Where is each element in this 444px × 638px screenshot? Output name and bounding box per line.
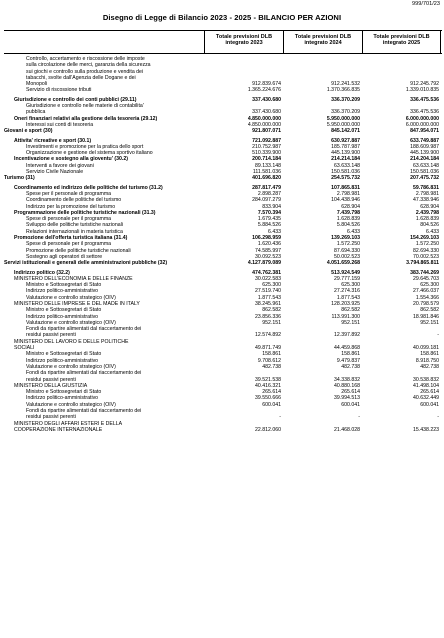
value-2025: 20.798.579	[413, 300, 439, 307]
row-label: Fondi da ripartire alimentati dal riaccertamento dei residui passivi perenti	[26, 370, 142, 383]
table-row	[4, 175, 442, 181]
value-2025: 82.694.330	[413, 247, 439, 254]
value-2024: 29.777.159	[334, 275, 360, 282]
value-2023: 600.041	[262, 401, 281, 408]
value-2024: -	[358, 414, 360, 421]
value-2025: 625.300	[420, 282, 439, 289]
value-2023: 284.097.279	[252, 197, 281, 204]
value-2024: 21.468.028	[334, 426, 360, 433]
value-2024: 40.880.168	[334, 382, 360, 389]
row-label: Investimenti e promozione per la pratica dello sport	[26, 143, 144, 150]
value-2024: 845.142.071	[331, 128, 360, 135]
value-2024: 158.861	[341, 351, 360, 358]
value-2023: 862.582	[262, 307, 281, 314]
value-2023: -	[279, 414, 281, 421]
value-2025: 40.632.449	[413, 395, 439, 402]
row-label: Indirizzo politico-amministrativo	[26, 313, 99, 320]
column-header-2025: Totale previsioni DLB integrato 2025	[362, 31, 441, 53]
row-label: Giovani e sport (30)	[4, 128, 53, 135]
row-label: MINISTERO DELLE IMPRESE E DEL MADE IN ITALY	[14, 300, 140, 307]
header-blank	[4, 31, 204, 53]
value-2023: 89.133.148	[255, 162, 281, 169]
value-2025: 6.433	[426, 228, 439, 235]
value-2023: 625.300	[262, 282, 281, 289]
value-2025: 1.628.839	[415, 216, 439, 223]
value-2024: 254.575.732	[331, 175, 360, 182]
value-2023: 200.714.184	[252, 156, 281, 163]
row-label: Giurisdizione e controllo dei conti pubblici (29.11)	[14, 96, 137, 103]
value-2025: -	[437, 332, 439, 339]
row-label: Valutazione e controllo strategico (OIV)	[26, 401, 116, 408]
value-2025: 158.861	[420, 351, 439, 358]
value-2023: 111.581.036	[252, 169, 281, 176]
value-2024: 27.274.316	[334, 288, 360, 295]
table-row	[4, 370, 442, 383]
table-row	[4, 128, 442, 134]
value-2023: 952.151	[262, 319, 281, 326]
value-2023: 106.298.959	[252, 235, 281, 242]
value-2024: 5.950.000.000	[326, 115, 360, 122]
value-2023: 4.850.000.000	[247, 121, 281, 128]
row-label: Coordinamento delle politiche del turismo	[26, 197, 122, 204]
value-2024: 39.994.513	[334, 395, 360, 402]
table-row	[4, 103, 442, 116]
value-2024: 87.694.330	[334, 247, 360, 254]
row-label: Ministro e Sottosegretari di Stato	[26, 307, 102, 314]
value-2023: 2.898.287	[257, 190, 281, 197]
row-label: Promozione dell'offerta turistica italiana (31.4)	[14, 235, 128, 242]
row-label: Servizi istituzionali e generali delle amministrazioni pubbliche (32)	[4, 260, 168, 267]
row-label: Servizio Civile Nazionale	[26, 169, 84, 176]
value-2024: 113.991.300	[331, 313, 360, 320]
value-2023: 1.679.435	[257, 216, 281, 223]
value-2025: 6.000.000.000	[405, 115, 439, 122]
row-label: MINISTERO DELLA GIUSTIZIA	[14, 382, 88, 389]
value-2025: 15.438.223	[413, 426, 439, 433]
row-label: Servizio di riscossione tributi	[26, 87, 92, 94]
row-label: Sviluppo delle politiche turistiche nazionali	[26, 222, 123, 229]
value-2024: 63.633.148	[334, 162, 360, 169]
value-2024: 265.614	[341, 389, 360, 396]
value-2025: 600.041	[420, 401, 439, 408]
row-label: Indirizzo politico-amministrativo	[26, 288, 99, 295]
row-label: Sostegno agli operatori di settore	[26, 253, 103, 260]
value-2025: 1.339.010.835	[405, 87, 439, 94]
row-label: MINISTERO DELL'ECONOMIA E DELLE FINANZE	[14, 275, 133, 282]
row-label: Indirizzo per la promozione del turismo	[26, 203, 116, 210]
table-body	[4, 56, 442, 433]
row-label: Spese di personale per il programma	[26, 241, 112, 248]
row-label: Programmazione delle politiche turistiche nazionali (31.3)	[14, 209, 156, 216]
value-2023: 721.092.887	[252, 137, 281, 144]
value-2023: 921.807.071	[252, 128, 281, 135]
value-2023: 23.856.336	[255, 313, 281, 320]
value-2023: 1.620.436	[257, 241, 281, 248]
row-label: Organizzazione e gestione del sistema sportivo italiano	[26, 150, 153, 157]
value-2023: 833.904	[262, 203, 281, 210]
value-2024: 628.904	[341, 203, 360, 210]
value-2025: 847.954.071	[410, 128, 439, 135]
value-2023: 912.839.674	[252, 81, 281, 88]
value-2023: 38.245.961	[255, 300, 281, 307]
value-2023: 22.812.060	[255, 426, 281, 433]
value-2025: 3.794.865.811	[406, 260, 439, 267]
column-header-2023: Totale previsioni DLB integrato 2023	[204, 31, 283, 53]
value-2023: 337.430.680	[252, 96, 281, 103]
value-2024: 6.433	[347, 228, 360, 235]
budget-table	[4, 30, 442, 433]
value-2024: 600.041	[341, 401, 360, 408]
value-2025: 804.526	[420, 222, 439, 229]
value-2024: 445.139.900	[331, 150, 360, 157]
table-row	[4, 339, 442, 352]
value-2024: 4.051.659.268	[326, 260, 360, 267]
value-2024: 44.459.868	[334, 345, 360, 352]
value-2024: 104.438.946	[331, 197, 360, 204]
value-2025: 265.614	[420, 389, 439, 396]
row-label: Oneri finanziari relativi alla gestione della tesoreria (29.12)	[14, 115, 158, 122]
value-2024: 1.877.543	[336, 294, 360, 301]
row-label: Relazioni internazionali in materia turistica	[26, 228, 123, 235]
row-label: Indirizzo politico-amministrativo	[26, 395, 99, 402]
page-title: Disegno di Legge di Bilancio 2023 - 2025 - BILANCIO PER AZIONI	[102, 13, 342, 22]
row-label: Ministro e Sottosegretari di Stato	[26, 351, 102, 358]
value-2024: 9.479.837	[336, 357, 360, 364]
value-2025: 1.554.366	[415, 294, 439, 301]
value-2025: 633.749.887	[410, 137, 439, 144]
table-row	[4, 87, 442, 93]
value-2024: 34.338.832	[334, 376, 360, 383]
value-2023: 39.550.666	[255, 395, 281, 402]
value-2023: 287.817.479	[252, 184, 281, 191]
value-2025: 2.798.981	[415, 190, 439, 197]
value-2023: 510.339.900	[252, 150, 281, 157]
row-label: Indirizzo politico (32.2)	[14, 269, 70, 276]
table-row	[4, 56, 442, 87]
value-2024: 862.582	[341, 307, 360, 314]
row-label: Incentivazione e sostegno alla gioventu' (30.2)	[14, 156, 128, 163]
value-2024: 7.439.798	[336, 209, 360, 216]
value-2024: 107.865.831	[331, 184, 360, 191]
value-2024: 1.370.366.835	[326, 87, 360, 94]
value-2025: 47.338.946	[413, 197, 439, 204]
value-2025: 862.582	[420, 307, 439, 314]
row-label: Turismo (31)	[4, 175, 35, 182]
row-label: MINISTERO DEGLI AFFARI ESTERI E DELLA COOPERAZIONE INTERNAZIONALE	[14, 420, 123, 433]
value-2024: 139.269.103	[331, 235, 360, 242]
value-2023: 1.877.543	[257, 294, 281, 301]
value-2023: 27.519.740	[255, 288, 281, 295]
value-2024: 5.804.526	[336, 222, 360, 229]
value-2023: 6.433	[268, 228, 281, 235]
row-label: Interessi sui conti di tesoreria	[26, 121, 94, 128]
row-label: Fondi da ripartire alimentati dal riaccertamento dei residui passivi perenti	[26, 326, 142, 339]
table-row	[4, 260, 442, 266]
value-2024: 1.628.839	[336, 216, 360, 223]
row-label: Giurisdizione e controllo nelle materie di contabilita' pubblica	[26, 103, 144, 116]
value-2025: 383.744.269	[410, 269, 439, 276]
value-2024: 952.151	[341, 319, 360, 326]
value-2024: 630.927.887	[331, 137, 360, 144]
value-2025: 150.581.036	[410, 169, 439, 176]
value-2024: 214.214.184	[331, 156, 360, 163]
row-label: Interventi a favore dei giovani	[26, 162, 94, 169]
table-row	[4, 408, 442, 421]
value-2025: 8.918.750	[415, 357, 439, 364]
value-2025: 628.904	[420, 203, 439, 210]
row-label: Indirizzo politico-amministrativo	[26, 357, 99, 364]
value-2024: 150.581.036	[331, 169, 360, 176]
value-2024: 50.002.523	[334, 253, 360, 260]
value-2025: 207.475.732	[410, 175, 439, 182]
value-2024: 912.241.532	[331, 81, 360, 88]
value-2023: 9.708.612	[257, 357, 281, 364]
value-2024: 185.787.987	[331, 143, 360, 150]
value-2025: 6.000.000.000	[405, 121, 439, 128]
value-2025: 214.204.184	[410, 156, 439, 163]
value-2023: 12.574.892	[255, 332, 281, 339]
row-label: Attivita' ricreative e sport (30.1)	[14, 137, 92, 144]
row-label: Spese di personale per il programma	[26, 216, 112, 223]
value-2023: 4.127.879.089	[247, 260, 281, 267]
value-2023: 482.738	[262, 363, 281, 370]
value-2024: 12.397.892	[334, 332, 360, 339]
value-2023: 210.752.987	[252, 143, 281, 150]
value-2025: 63.633.148	[413, 162, 439, 169]
row-label: Valutazione e controllo strategico (OIV)	[26, 319, 116, 326]
table-header	[4, 30, 442, 54]
value-2025: 445.139.900	[410, 150, 439, 157]
value-2024: 625.300	[341, 282, 360, 289]
value-2023: 4.850.000.000	[247, 115, 281, 122]
value-2023: 39.521.538	[255, 376, 281, 383]
value-2025: 29.645.703	[413, 275, 439, 282]
value-2023: 74.585.997	[255, 247, 281, 254]
value-2025: 70.002.523	[413, 253, 439, 260]
value-2024: 128.203.925	[331, 300, 360, 307]
value-2023: 337.430.680	[252, 109, 281, 116]
value-2024: 336.370.209	[331, 96, 360, 103]
value-2025: 912.245.792	[410, 81, 439, 88]
value-2025: 30.538.832	[413, 376, 439, 383]
value-2025: 18.981.846	[413, 313, 439, 320]
value-2023: 30.092.523	[255, 253, 281, 260]
value-2023: 40.416.321	[255, 382, 281, 389]
value-2025: 188.609.987	[410, 143, 439, 150]
row-label: Ministro e Sottosegretari di Stato	[26, 389, 102, 396]
value-2024: 482.738	[341, 363, 360, 370]
value-2023: 474.762.381	[252, 269, 281, 276]
value-2025: 27.466.037	[413, 288, 439, 295]
value-2025: 952.151	[420, 319, 439, 326]
value-2025: 154.269.103	[410, 235, 439, 242]
row-label: Ministro e Sottosegretari di Stato	[26, 282, 102, 289]
row-label: MINISTERO DEL LAVORO E DELLE POLITICHE SOCIALI	[14, 338, 129, 352]
row-label: Fondi da ripartire alimentati dal riaccertamento dei residui passivi perenti	[26, 408, 142, 421]
value-2023: 158.861	[262, 351, 281, 358]
row-label: Spese per il personale di programma	[26, 190, 112, 197]
table-row	[4, 421, 442, 434]
value-2025: 1.572.250	[415, 241, 439, 248]
value-2023: 401.696.820	[252, 175, 281, 182]
value-2023: 30.022.583	[255, 275, 281, 282]
value-2023: 5.884.526	[257, 222, 281, 229]
value-2023: 265.614	[262, 389, 281, 396]
value-2023: 1.365.224.676	[247, 87, 281, 94]
value-2023: 49.871.749	[255, 345, 281, 352]
page-code: 999/701/23	[412, 1, 440, 7]
table-row	[4, 326, 442, 339]
value-2025: 336.475.536	[410, 109, 439, 116]
value-2025: 41.498.104	[413, 382, 439, 389]
value-2024: 513.924.549	[331, 269, 360, 276]
value-2025: 40.099.181	[413, 345, 439, 352]
value-2024: 1.572.250	[336, 241, 360, 248]
row-label: Controllo, accertamento e riscossione delle imposte sulla circolazione delle merci, garanzia della sicurezza sui giochi e controllo sulla produzione e vendita dei tabacchi, svolte dall'Agenzia delle Dogane e dei Monopoli	[26, 56, 151, 88]
value-2025: 336.475.536	[410, 96, 439, 103]
value-2023: 7.570.394	[257, 209, 281, 216]
value-2025: 2.439.798	[415, 209, 439, 216]
value-2025: -	[437, 414, 439, 421]
row-label: Valutazione e controllo strategico (OIV)	[26, 363, 116, 370]
value-2024: 5.950.000.000	[326, 121, 360, 128]
value-2024: 336.370.209	[331, 109, 360, 116]
column-header-2024: Totale previsioni DLB integrato 2024	[283, 31, 362, 53]
row-label: Coordinamento ed indirizzo delle politiche del turismo (31.2)	[14, 184, 163, 191]
value-2025: 59.786.831	[413, 184, 439, 191]
row-label: Valutazione e controllo strategico (OIV)	[26, 294, 116, 301]
value-2025: 482.738	[420, 363, 439, 370]
value-2024: 2.798.981	[336, 190, 360, 197]
row-label: Promozione delle politiche turistiche nazionali	[26, 247, 131, 254]
